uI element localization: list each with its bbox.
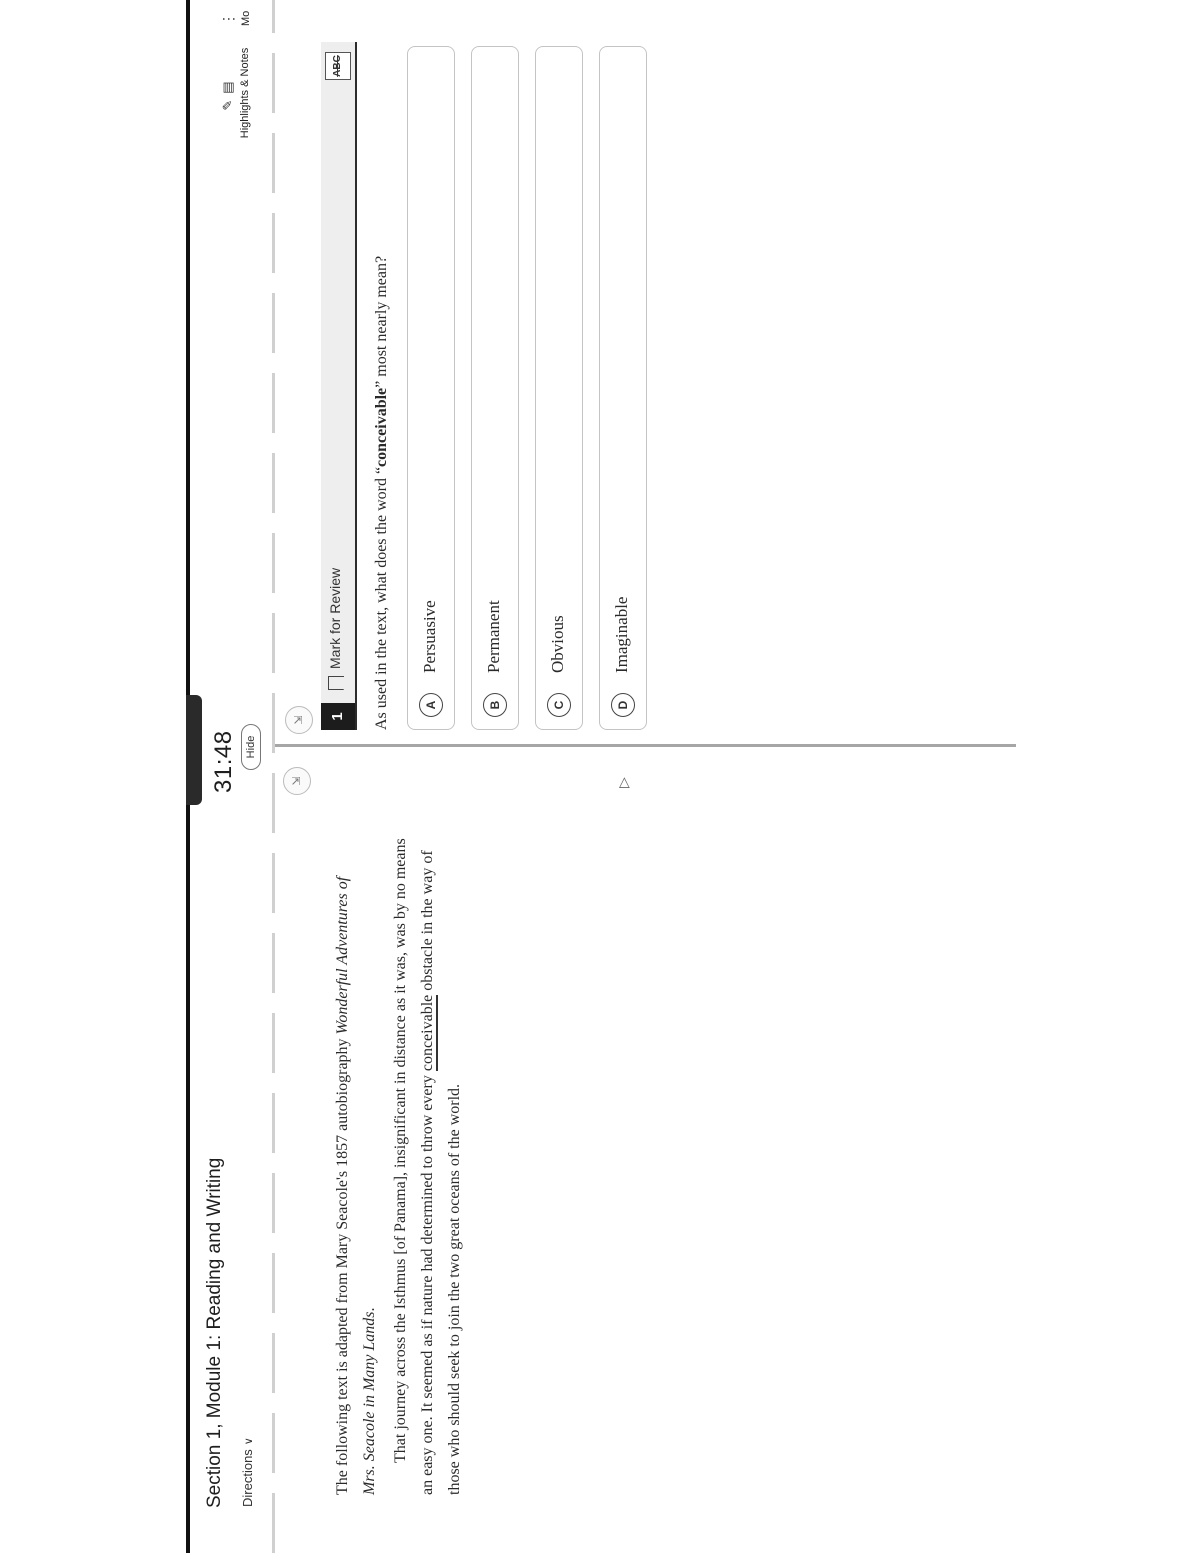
hide-timer-button[interactable]: Hide xyxy=(241,724,261,770)
expand-icon[interactable]: ⇲ xyxy=(285,706,313,734)
prompt-word: conceivable xyxy=(373,387,390,467)
notes-icon: ▤ xyxy=(220,75,235,94)
question-pane xyxy=(275,0,1016,744)
mark-for-review-label: Mark for Review xyxy=(327,567,343,669)
question-header xyxy=(321,42,357,730)
timer-tab xyxy=(186,695,202,805)
bookmark-icon xyxy=(328,676,344,690)
option-letter: D xyxy=(611,693,635,717)
option-text: Permanent xyxy=(484,600,503,673)
answer-option-c[interactable] xyxy=(535,46,583,730)
passage-text[interactable]: That journey across the Isthmus [of Panama], insignificant in distance as it was, was by no means an easy one. It seemed as if nature had determined to throw every conceivable obstacle in the way of those who should seek to join the two great oceans of the world. xyxy=(392,838,463,1495)
test-screen xyxy=(186,0,1016,1553)
passage-intro: The following text is adapted from Mary Seacole's 1857 autobiography Wonderful Adventures of Mrs. Seacole in Many Lands. xyxy=(334,876,378,1495)
passage-pane xyxy=(275,747,1016,1553)
chevron-down-icon: ∨ xyxy=(243,1437,255,1446)
highlights-notes-button[interactable] xyxy=(220,38,251,148)
answer-option-d[interactable] xyxy=(599,46,647,730)
question-number: 1 xyxy=(321,703,355,730)
pane-splitter[interactable] xyxy=(275,744,1016,747)
answer-option-b[interactable] xyxy=(471,46,519,730)
option-text: Obvious xyxy=(548,615,567,673)
timer: 31:48 xyxy=(210,730,237,793)
cursor-icon: ▷ xyxy=(615,777,631,788)
section-title: Section 1, Module 1: Reading and Writing xyxy=(204,1157,225,1508)
more-button[interactable] xyxy=(220,0,252,26)
answer-eliminator-icon[interactable]: ABC xyxy=(325,52,351,80)
header-bar xyxy=(190,0,274,1553)
mark-for-review-button[interactable] xyxy=(327,568,344,690)
more-vertical-icon: ⋮ xyxy=(220,12,236,26)
question-prompt: As used in the text, what does the word “conceivable” most nearly mean? xyxy=(373,255,390,730)
more-label: Mo xyxy=(240,10,252,26)
option-text: Imaginable xyxy=(612,596,631,673)
highlighter-icon: ✎ xyxy=(220,93,235,111)
passage-source-title: Wonderful Adventures of Mrs. Seacole in Many Lands xyxy=(334,876,378,1495)
expand-icon[interactable]: ⇲ xyxy=(283,767,311,795)
option-letter: A xyxy=(419,693,443,717)
option-letter: C xyxy=(547,693,571,717)
target-word[interactable]: conceivable xyxy=(419,994,436,1072)
option-text: Persuasive xyxy=(420,600,439,673)
option-letter: B xyxy=(483,693,507,717)
answer-option-a[interactable] xyxy=(407,46,455,730)
directions-toggle[interactable] xyxy=(240,1437,255,1507)
highlights-notes-label: Highlights & Notes xyxy=(239,47,251,139)
directions-label: Directions xyxy=(240,1449,255,1507)
